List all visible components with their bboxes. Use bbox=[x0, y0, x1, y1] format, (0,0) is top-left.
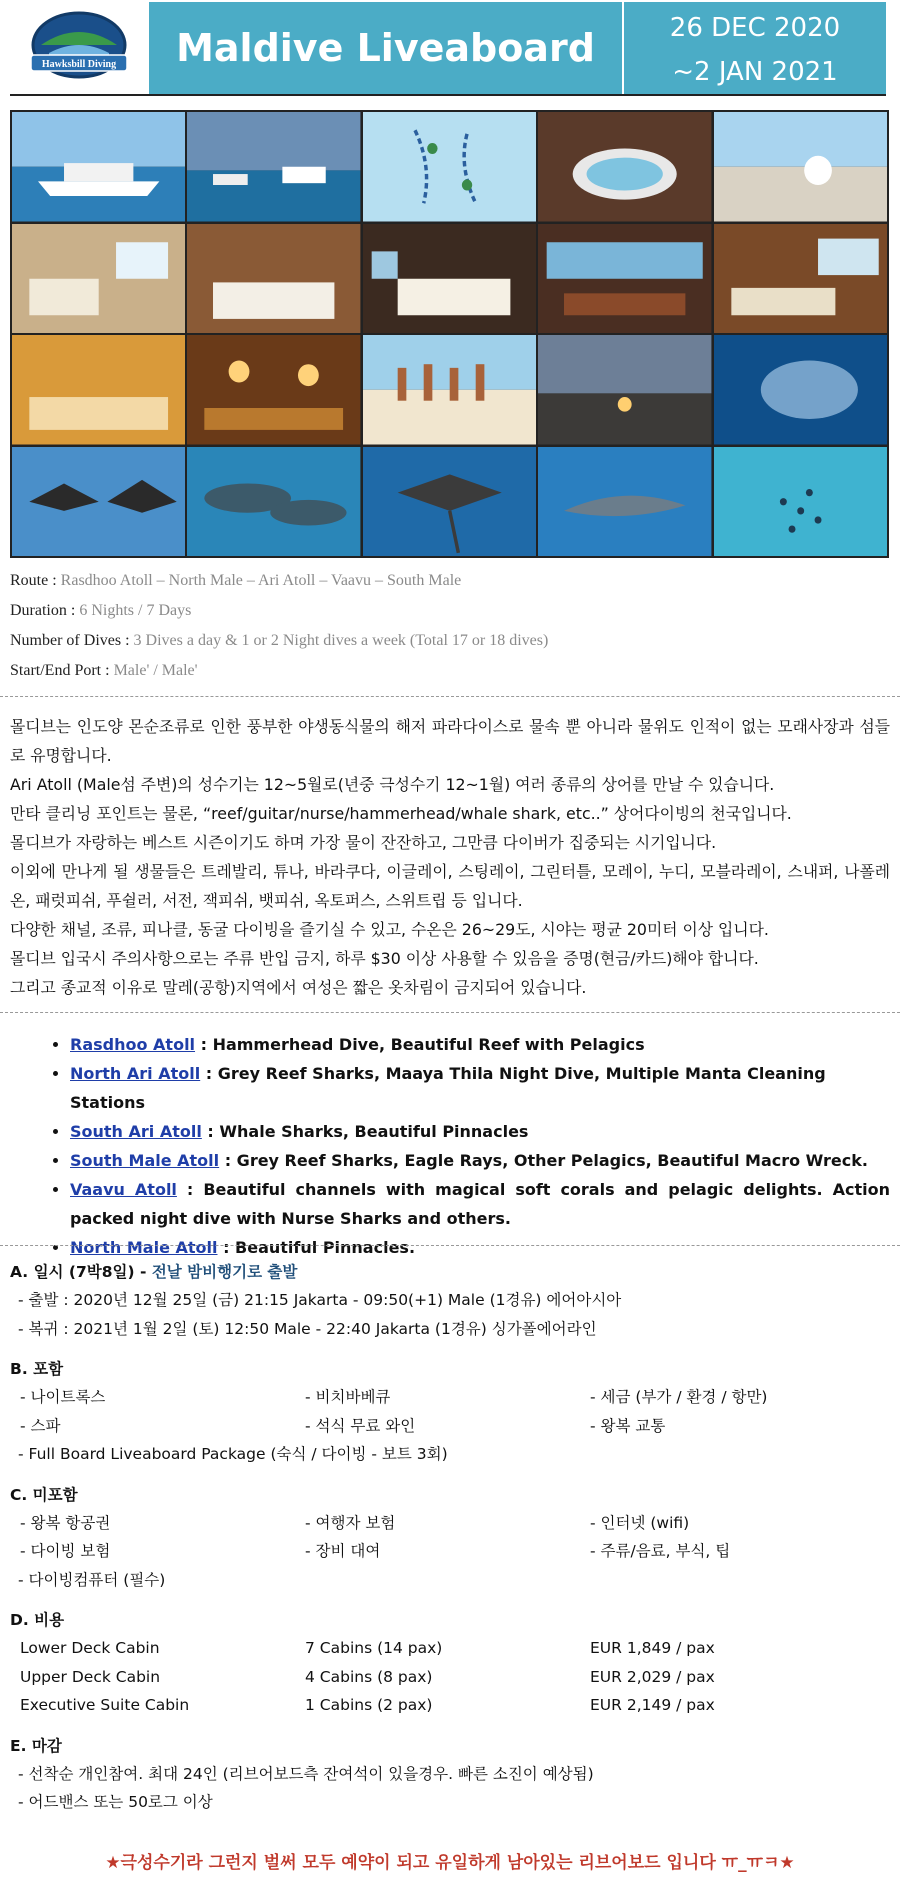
requirement-line: - 어드밴스 또는 50로그 이상 bbox=[18, 1793, 213, 1811]
photo-boat-exterior bbox=[12, 112, 185, 222]
trip-details bbox=[10, 1258, 890, 1817]
date-end: ~2 JAN 2021 bbox=[672, 57, 838, 87]
price-row: Executive Suite Cabin 1 Cabins (2 pax) EUR 2,149 / pax bbox=[20, 1696, 715, 1714]
departure-line: - 출발 : 2020년 12월 25일 (금) 21:15 Jakarta - 09:50(+1) Male (1경유) 에어아시아 bbox=[18, 1291, 622, 1309]
deadline-line: - 선착순 개인참여. 최대 24인 (리브어보드측 잔여석이 있을경우. 빠른 소진이 예상됨) bbox=[18, 1764, 594, 1783]
atoll-list bbox=[70, 1030, 890, 1262]
intro-paragraph: 이외에 만나게 될 생물들은 트레발리, 튜나, 바라쿠다, 이글레이, 스팅레이, 그린터틀, 모레이, 누디, 모블라레이, 스내퍼, 나폴레온, 패럿피쉬, 푸쉴러, 서전, 잭피쉬, 뱃피쉬, 옥토퍼스, 스위트립 등 입니다. bbox=[10, 862, 890, 910]
photo-cabin-1 bbox=[187, 224, 360, 334]
route-value: Rasdhoo Atoll – North Male – Ari Atoll – Vaavu – South Male bbox=[60, 572, 462, 589]
page-title: Maldive Liveaboard bbox=[149, 2, 622, 94]
hawksbill-logo bbox=[10, 2, 148, 94]
route-line: Route : Rasdhoo Atoll – North Male – Ari Atoll – Vaavu – South Male bbox=[10, 572, 462, 589]
trip-dates bbox=[624, 2, 886, 94]
excluded-row: - 다이빙 보험 - 장비 대여 - 주류/음료, 부식, 팁 bbox=[20, 1542, 731, 1560]
intro-paragraph: Ari Atoll (Male섬 주변)의 성수기는 12~5월로(년중 극성수기 12~1월) 여러 종류의 상어를 만날 수 있습니다. bbox=[10, 775, 775, 794]
dives-value: 3 Dives a day & 1 or 2 Night dives a week (Total 17 or 18 dives) bbox=[133, 632, 549, 649]
dives-line: Number of Dives : 3 Dives a day & 1 or 2 Night dives a week (Total 17 or 18 dives) bbox=[10, 632, 549, 649]
included-row: - 스파 - 석식 무료 와인 - 왕복 교통 bbox=[20, 1416, 666, 1435]
port-value: Male' / Male' bbox=[113, 662, 198, 679]
photo-bar bbox=[187, 335, 360, 445]
included-package: - Full Board Liveaboard Package (숙식 / 다이빙 - 보트 3회) bbox=[18, 1445, 448, 1463]
list-item: • Vaavu Atoll : Beautiful channels with magical soft corals and pelagic delights. Action packed night dive with Nurse Sharks and others. bbox=[70, 1175, 890, 1233]
section-e-heading: E. 마감 bbox=[10, 1736, 62, 1755]
photo-dining bbox=[538, 224, 711, 334]
date-start: 26 DEC 2020 bbox=[669, 13, 841, 43]
photo-cabin-3 bbox=[12, 335, 185, 445]
section-c-heading: C. 미포함 bbox=[10, 1485, 78, 1504]
intro-paragraph: 만타 클리닝 포인트는 물론, “reef/guitar/nurse/hammerhead/whale shark, etc..” 상어다이빙의 천국입니다. bbox=[10, 804, 792, 823]
photo-beach-dinner bbox=[538, 335, 711, 445]
atoll-link[interactable]: South Male Atoll bbox=[70, 1151, 220, 1170]
header-divider bbox=[10, 94, 886, 96]
section-d-heading: D. 비용 bbox=[10, 1611, 65, 1629]
list-item: • North Ari Atoll : Grey Reef Sharks, Maaya Thila Night Dive, Multiple Manta Cleaning Stations bbox=[70, 1059, 890, 1117]
photo-gallery bbox=[10, 110, 889, 558]
duration-line: Duration : 6 Nights / 7 Days bbox=[10, 602, 192, 619]
section-a-heading: A. 일시 (7박8일) - 전날 밤비행기로 출발 bbox=[10, 1263, 298, 1281]
divider bbox=[0, 696, 900, 697]
photo-whale-sharks bbox=[187, 447, 360, 557]
port-line: Start/End Port : Male' / Male' bbox=[10, 662, 198, 679]
photo-jacuzzi bbox=[538, 112, 711, 222]
page-header bbox=[10, 2, 886, 94]
photo-eagle-ray bbox=[363, 447, 536, 557]
price-row: Lower Deck Cabin 7 Cabins (14 pax) EUR 1,849 / pax bbox=[20, 1639, 715, 1657]
intro-paragraph: 몰디브 입국시 주의사항으로는 주류 반입 금지, 하루 $30 이상 사용할 수 있음을 증명(현금/카드)해야 합니다. bbox=[10, 949, 759, 968]
photo-route-map bbox=[363, 112, 536, 222]
divider bbox=[0, 1012, 900, 1013]
included-row: - 나이트록스 - 비치바베큐 - 세금 (부가 / 환경 / 항만) bbox=[20, 1388, 768, 1406]
photo-boat-at-sea bbox=[187, 112, 360, 222]
atoll-link[interactable]: Rasdhoo Atoll bbox=[70, 1035, 196, 1054]
atoll-link[interactable]: Vaavu Atoll bbox=[70, 1180, 177, 1199]
photo-lounge bbox=[714, 224, 887, 334]
duration-value: 6 Nights / 7 Days bbox=[79, 602, 192, 619]
intro-paragraph: 그리고 종교적 이유로 말레(공항)지역에서 여성은 짧은 옷차림이 금지되어 있습니다. bbox=[10, 978, 587, 997]
list-item: • South Ari Atoll : Whale Sharks, Beautiful Pinnacles bbox=[70, 1117, 890, 1146]
intro-paragraph: 몰디브가 자랑하는 베스트 시즌이기도 하며 가장 물이 잔잔하고, 그만큼 다이버가 집중되는 시기입니다. bbox=[10, 833, 717, 852]
photo-reef-shark bbox=[538, 447, 711, 557]
closing-note: ★극성수기라 그런지 벌써 모두 예약이 되고 유일하게 남아있는 리브어보드 입니다 ㅠ_ㅠㅋ★ bbox=[105, 1853, 795, 1873]
atoll-link[interactable]: North Ari Atoll bbox=[70, 1064, 201, 1083]
list-item: • North Male Atoll : Beautiful Pinnacles. bbox=[70, 1233, 890, 1262]
photo-fish-school bbox=[714, 335, 887, 445]
photo-sundeck bbox=[714, 112, 887, 222]
photo-mantas bbox=[12, 447, 185, 557]
list-item: • Rasdhoo Atoll : Hammerhead Dive, Beautiful Reef with Pelagics bbox=[70, 1030, 890, 1059]
atoll-link[interactable]: South Ari Atoll bbox=[70, 1122, 202, 1141]
trip-summary bbox=[10, 566, 890, 686]
excluded-row: - 왕복 항공권 - 여행자 보험 - 인터넷 (wifi) bbox=[20, 1513, 690, 1532]
photo-reef-fish bbox=[714, 447, 887, 557]
excluded-computer: - 다이빙컴퓨터 (필수) bbox=[18, 1570, 166, 1589]
price-row: Upper Deck Cabin 4 Cabins (8 pax) EUR 2,029 / pax bbox=[20, 1667, 715, 1686]
intro-paragraph: 몰디브는 인도양 몬순조류로 인한 풍부한 야생동식물의 해저 파라다이스로 물속 뿐 아니라 물위도 인적이 없는 모래사장과 섬들로 유명합니다. bbox=[10, 717, 890, 765]
intro-paragraph: 다양한 채널, 조류, 피나클, 동굴 다이빙을 즐기실 수 있고, 수온은 26~29도, 시야는 평균 20미터 이상 입니다. bbox=[10, 920, 769, 939]
list-item: • South Male Atoll : Grey Reef Sharks, Eagle Rays, Other Pelagics, Beautiful Macro Wreck. bbox=[70, 1146, 890, 1175]
photo-cabin-2 bbox=[363, 224, 536, 334]
section-b-heading: B. 포함 bbox=[10, 1360, 64, 1378]
atoll-link[interactable]: North Male Atoll bbox=[70, 1238, 218, 1257]
intro-text bbox=[10, 712, 890, 1002]
photo-beach-group bbox=[363, 335, 536, 445]
divider bbox=[0, 1245, 900, 1246]
return-line: - 복귀 : 2021년 1월 2일 (토) 12:50 Male - 22:40 Jakarta (1경유) 싱가폴에어라인 bbox=[18, 1319, 597, 1338]
photo-saloon bbox=[12, 224, 185, 334]
svg-text:Hawksbill Diving: Hawksbill Diving bbox=[41, 59, 117, 70]
